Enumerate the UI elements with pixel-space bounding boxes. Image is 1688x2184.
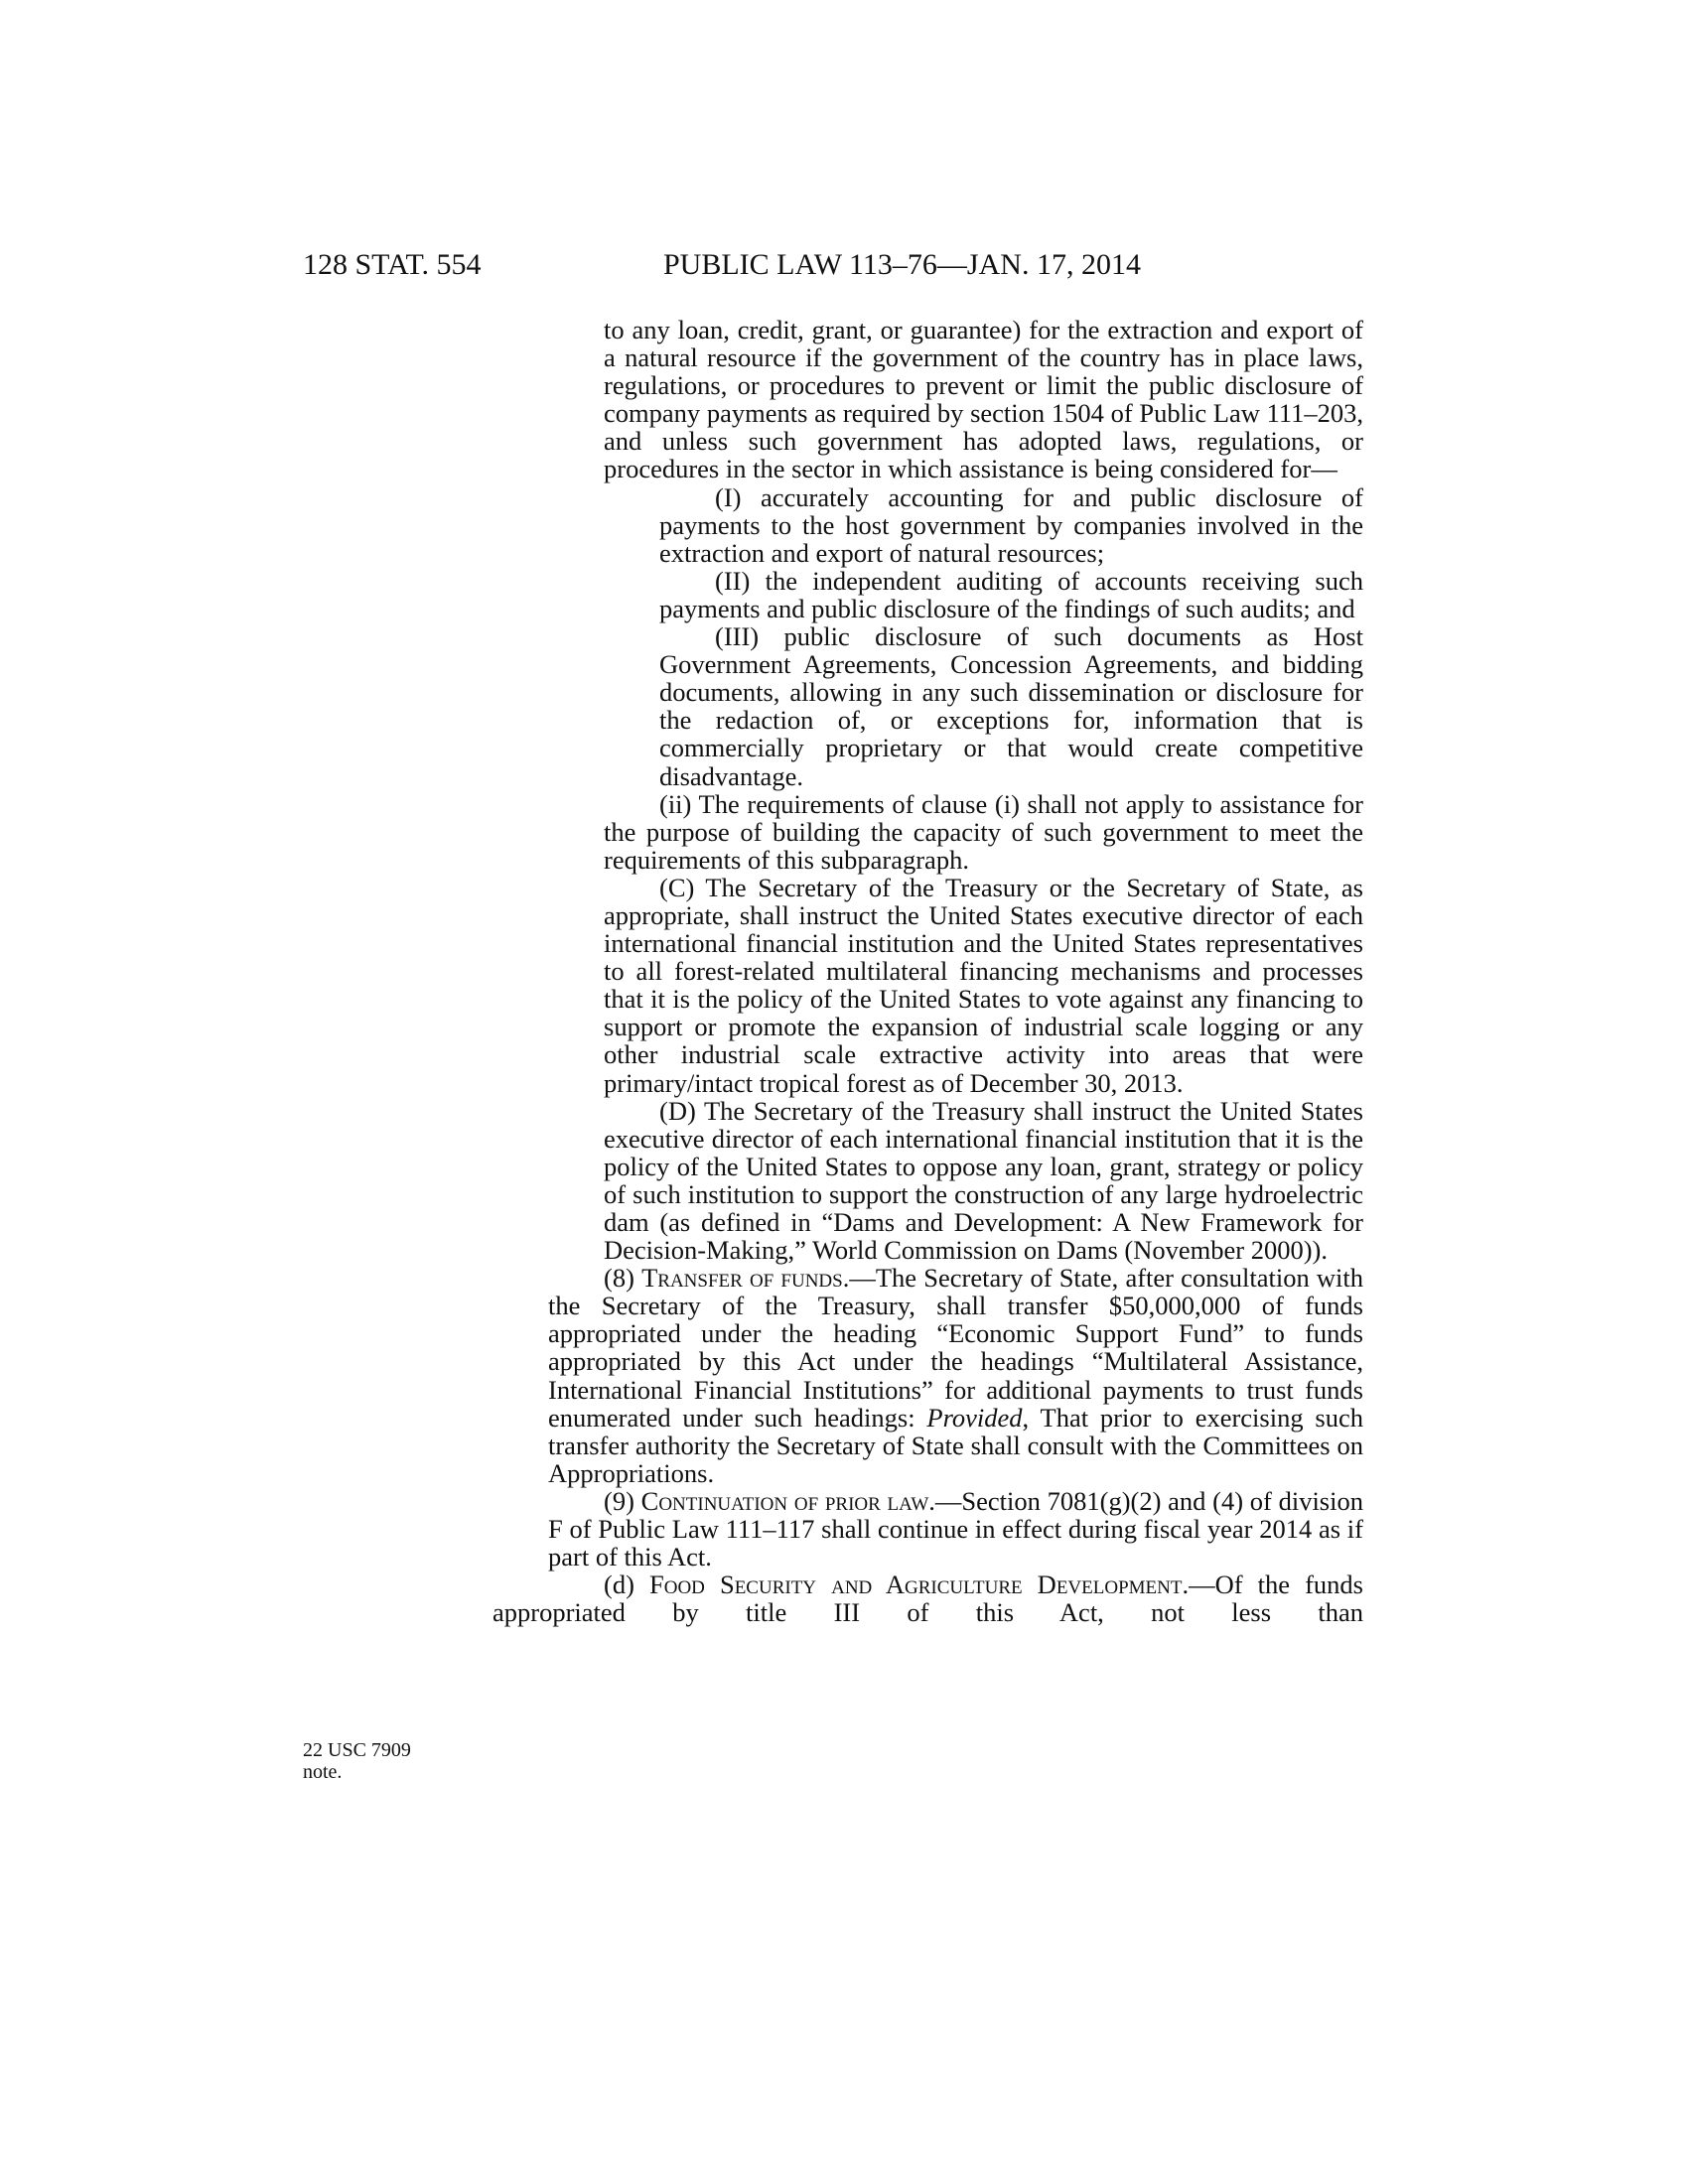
clause-ii: (ii) The requirements of clause (i) shall not apply to assistance for the purpose of building the capacity of such government to meet the requirements of this subparagraph. — [604, 788, 1363, 875]
margin-note-label: note. — [303, 1761, 343, 1783]
paragraph-8-number: (8) — [604, 1263, 642, 1294]
subsection-d-letter: (d) — [604, 1570, 649, 1600]
subsection-d-heading: Food Security and Agriculture Development — [648, 1570, 1183, 1600]
paragraph-8-provided: Provided — [926, 1402, 1023, 1433]
margin-note — [303, 1739, 452, 1783]
subclause-I: (I) accurately accounting for and public disclosure of payments to the host government by companies involved in the extraction and export of natural resources; — [659, 481, 1363, 568]
paragraph-9 — [548, 1487, 1363, 1570]
paragraph-9-number: (9) — [604, 1485, 641, 1516]
subsection-d — [492, 1570, 1363, 1626]
paragraph-8-heading: Transfer of funds — [641, 1263, 843, 1294]
paragraph-8-proviso: , That prior to exercising such transfer authority the Secretary of State shall consult with the Committees on Appropriations. — [548, 1402, 1363, 1488]
statute-body — [492, 315, 1363, 1628]
margin-note-citation: 22 USC 7909 — [303, 1739, 411, 1761]
subsection-d-text: .—Of the funds appropriated by title III of this Act, not less than — [492, 1570, 1363, 1628]
paragraph-9-text: .—Section 7081(g)(2) and (4) of division F of Public Law 111–117 shall continue in effect during fiscal year 2014 as if part of this Act. — [548, 1485, 1363, 1572]
running-header-title: PUBLIC LAW 113–76—JAN. 17, 2014 — [663, 248, 1141, 281]
paragraph-8-text: .—The Secretary of State, after consultation with the Secretary of the Treasury, shall transfer $50,000,000 of funds appropriated under the heading “Economic Support Fund” to funds appropriated by this Act under the headings “Multilateral Assistance, International Financial Institutions” for additional payments to trust funds enumerated under such headings: — [548, 1263, 1363, 1433]
subclause-III: (III) public disclosure of such documents as Host Government Agreements, Concession Agreements, and bidding documents, allowing in any such dissemination or disclosure for the redaction of, or exceptions for, information that is commercially proprietary or that would create competitive disadvantage. — [659, 621, 1363, 791]
paragraph-8 — [548, 1264, 1363, 1487]
subparagraph-C: (C) The Secretary of the Treasury or the Secretary of State, as appropriate, shall instruct the United States executive director of each international financial institution and the United States representatives to all forest-related multilateral financing mechanisms and processes that it is the policy of the United States to vote against any financing to support or promote the expansion of industrial scale logging or any other industrial scale extractive activity into areas that were primary/intact tropical forest as of December 30, 2013. — [604, 872, 1363, 1098]
subparagraph-D: (D) The Secretary of the Treasury shall instruct the United States executive director of each international financial institution that it is the policy of the United States to oppose any loan, grant, strategy or policy of such institution to support the construction of any large hydroelectric dam (as defined in “Dams and Development: A New Framework for Decision-Making,” World Commission on Dams (November 2000)). — [604, 1095, 1363, 1266]
page-reference: 128 STAT. 554 — [303, 248, 482, 281]
subclause-II: (II) the independent auditing of accounts receiving such payments and public disclosure of the findings of such audits; and — [659, 565, 1363, 623]
paragraph-9-heading: Continuation of prior law — [640, 1485, 929, 1516]
clause-i-continuation: to any loan, credit, grant, or guarantee) for the extraction and export of a natural resource if the government of the country has in place laws, regulations, or procedures to prevent or limit the public disclosure of company payments as required by section 1504 of Public Law 111–203, and unless such government has adopted laws, regulations, or procedures in the sector in which assistance is being considered for— — [604, 315, 1363, 484]
